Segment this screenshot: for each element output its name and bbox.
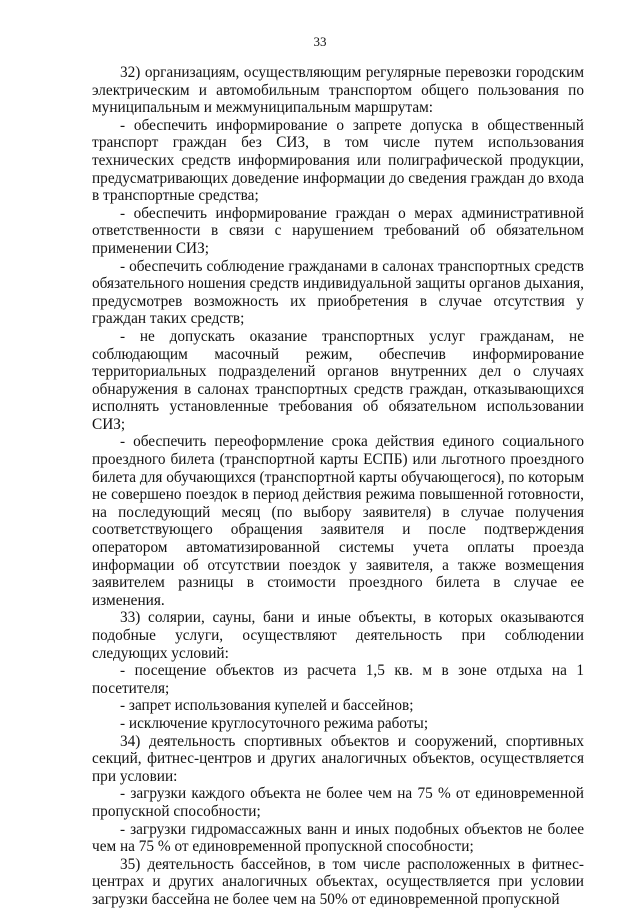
page-number: 33 — [313, 34, 327, 49]
list-item: - запрет использования купелей и бассейнов; — [120, 697, 414, 715]
paragraph-33: 33) солярии, сауны, бани и иные объекты, в которых оказываются подобные услуги, осуществляют деятельность при соблюдении следующих условий: — [92, 609, 584, 662]
list-item: - посещение объектов из расчета 1,5 кв. м в зоне отдыха на 1 посетителя; — [92, 662, 584, 697]
list-item: - не допускать оказание транспортных услуг гражданам, не соблюдающим масочный режим, обеспечив информирование территориальных подразделений органов внутренних дел о случаях обнаружения в салонах транспортных средств граждан, отказывающихся исполнять установленные требования об обязательном использовании СИЗ; — [92, 327, 584, 433]
paragraph-35: 35) деятельность бассейнов, в том числе расположенных в фитнес-центрах и других аналогичных объектах, осуществляется при условии загрузки бассейна не более чем на 50% от единовременной пропускной — [92, 855, 584, 908]
list-item: - обеспечить переоформление срока действия единого социального проездного билета (транспортной карты ЕСПБ) или льготного проездного билета для обучающихся (транспортной карты обучающегося), по которым не совершено поездок в период действия режима повышенной готовности, на последующий месяц (по выбору заявителя) в случае получения соответствующего обращения заявителя и после подтверждения оператором автоматизированной системы учета оплаты проезда информации об отсутствии поездок у заявителя, а также возмещения заявителем разницы в стоимости проездного билета в случае ее изменения. — [92, 433, 584, 609]
list-item: - загрузки гидромассажных ванн и иных подобных объектов не более чем на 75 % от единовременной пропускной способности; — [92, 820, 584, 856]
list-item: - исключение круглосуточного режима работы; — [120, 714, 429, 732]
paragraph-34: 34) деятельность спортивных объектов и сооружений, спортивных секций, фитнес-центров и других аналогичных объектов, осуществляется при условии: — [92, 732, 584, 785]
list-item: - обеспечить информирование граждан о мерах административной ответственности в связи с нарушением требований об обязательном применении СИЗ; — [92, 204, 584, 257]
document-body — [92, 64, 584, 909]
list-item: - загрузки каждого объекта не более чем на 75 % от единовременной пропускной способности; — [92, 785, 584, 820]
list-item: - обеспечить информирование о запрете допуска в общественный транспорт граждан без СИЗ, в том числе путем использования технических средств информирования или полиграфической продукции, предусматривающих доведение информации до сведения граждан до входа в транспортные средства; — [92, 116, 584, 205]
paragraph-32: 32) организациям, осуществляющим регулярные перевозки городским электрическим и автомобильным транспортом общего пользования по муниципальным и межмуниципальным маршрутам: — [92, 64, 584, 117]
list-item: - обеспечить соблюдение гражданами в салонах транспортных средств обязательного ношения средств индивидуальной защиты органов дыхания, предусмотрев возможность их приобретения в случае отсутствия у граждан таких средств; — [92, 257, 584, 328]
